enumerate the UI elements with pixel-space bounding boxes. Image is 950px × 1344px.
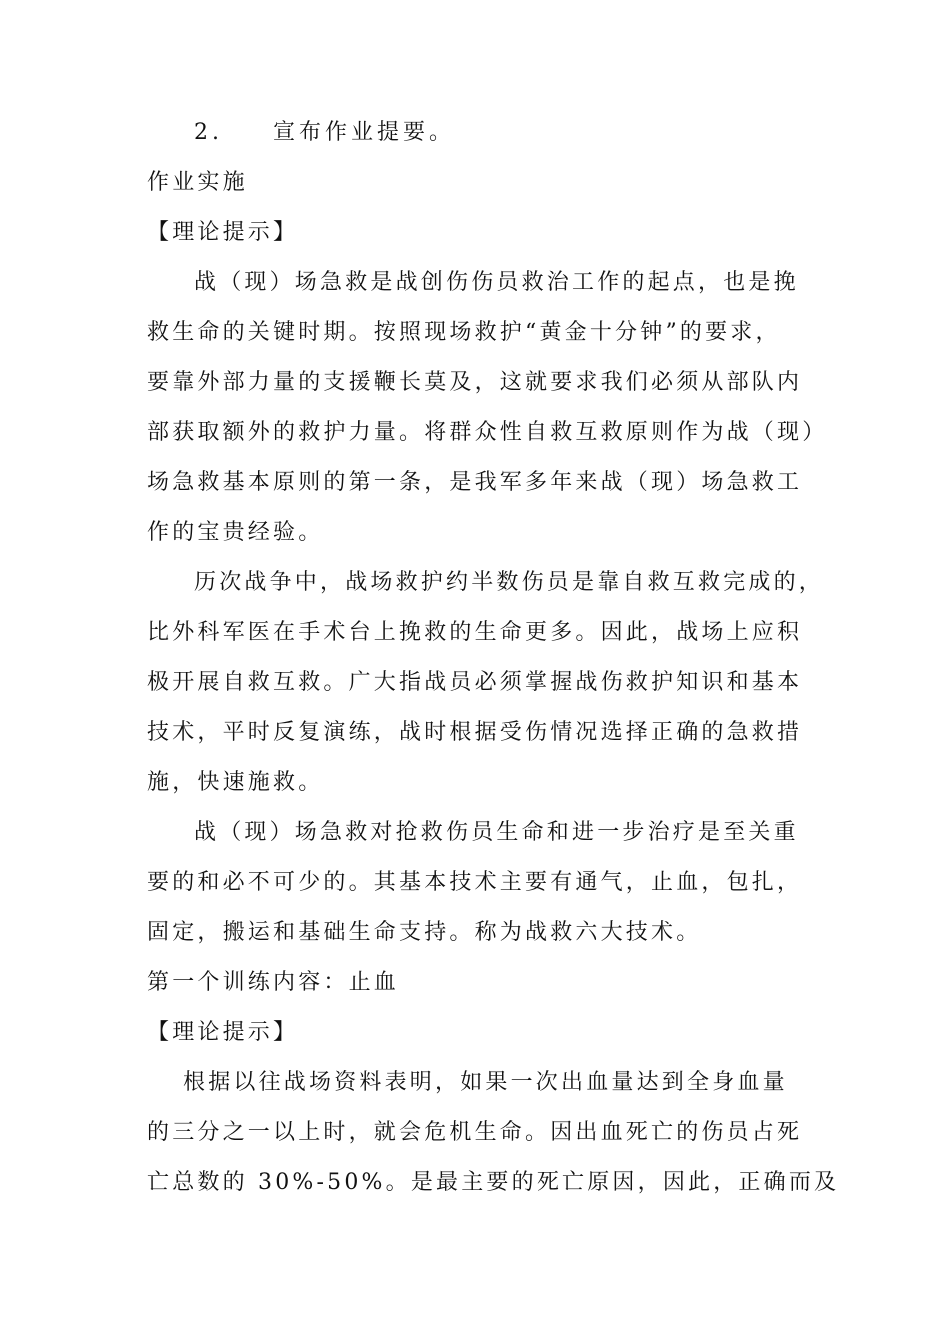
paragraph-line: 要靠外部力量的支援鞭长莫及，这就要求我们必须从部队内: [147, 370, 803, 395]
paragraph-line: 极开展自救互救。广大指战员必须掌握战伤救护知识和基本: [147, 670, 803, 695]
paragraph-line: 作的宝贵经验。: [147, 520, 324, 545]
item-text: 宣布作业提要。: [273, 120, 456, 145]
paragraph-line: 技术，平时反复演练，战时根据受伤情况选择正确的急救措: [147, 720, 803, 745]
theory-heading: 【理论提示】: [147, 1020, 299, 1045]
paragraph-line: 亡总数的 30%-50%。是最主要的死亡原因，因此，正确而及: [147, 1170, 840, 1195]
training-title: 第一个训练内容：止血: [147, 970, 400, 995]
theory-heading: 【理论提示】: [147, 220, 299, 245]
paragraph-line: 历次战争中，战场救护约半数伤员是靠自救互救完成的，: [194, 570, 825, 595]
paragraph-line: 比外科军医在手术台上挽救的生命更多。因此，战场上应积: [147, 620, 803, 645]
item-number: 2.: [194, 120, 223, 145]
paragraph-line: 场急救基本原则的第一条，是我军多年来战（现）场急救工: [147, 470, 803, 495]
section-title: 作业实施: [147, 170, 248, 195]
numbered-item: [194, 118, 455, 148]
paragraph-line: 要的和必不可少的。其基本技术主要有通气，止血，包扎，: [147, 870, 803, 895]
paragraph-line: 施，快速施救。: [147, 770, 324, 795]
paragraph-line: 救生命的关键时期。按照现场救护“黄金十分钟”的要求，: [147, 320, 781, 345]
paragraph-line: 根据以往战场资料表明，如果一次出血量达到全身血量: [183, 1070, 788, 1095]
paragraph-line: 战（现）场急救是战创伤伤员救治工作的起点，也是挽: [194, 270, 799, 295]
paragraph-line: 的三分之一以上时，就会危机生命。因出血死亡的伤员占死: [147, 1120, 803, 1145]
paragraph-line: 固定，搬运和基础生命支持。称为战救六大技术。: [147, 920, 702, 945]
paragraph-line: 战（现）场急救对抢救伤员生命和进一步治疗是至关重: [194, 820, 799, 845]
paragraph-line: 部获取额外的救护力量。将群众性自救互救原则作为战（现）: [147, 420, 828, 445]
